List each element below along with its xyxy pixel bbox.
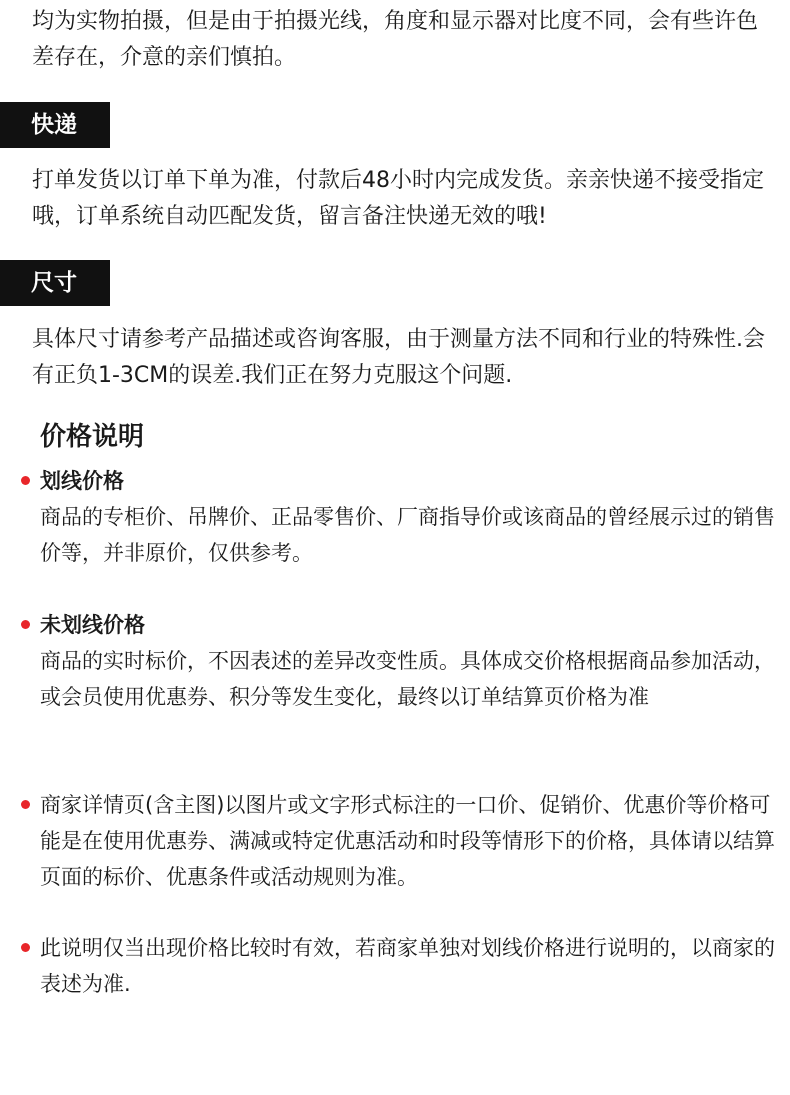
bullet-dot-icon — [21, 476, 30, 485]
price-item-strikethrough — [40, 463, 788, 571]
price-item-non-strikethrough — [40, 607, 788, 715]
price-item-body: 此说明仅当出现价格比较时有效，若商家单独对划线价格进行说明的，以商家的表述为准. — [40, 936, 775, 996]
bullet-dot-icon — [21, 620, 30, 629]
bullet-dot-icon — [21, 800, 30, 809]
size-label: 尺寸 — [0, 260, 110, 306]
price-item-title: 划线价格 — [40, 469, 124, 493]
price-item-body: 商品的专柜价、吊牌价、正品零售价、厂商指导价或该商品的曾经展示过的销售价等，并非原价，仅供参考。 — [40, 505, 775, 565]
shipping-label: 快递 — [0, 102, 110, 148]
intro-text: 均为实物拍摄，但是由于拍摄光线，角度和显示器对比度不同，会有些许色差存在，介意的亲们慎拍。 — [32, 9, 759, 70]
shipping-text: 打单发货以订单下单为准，付款后48小时内完成发货。亲亲快递不接受指定哦，订单系统自动匹配发货，留言备注快递无效的哦! — [32, 168, 764, 229]
price-item-body: 商品的实时标价，不因表述的差异改变性质。具体成交价格根据商品参加活动，或会员使用优惠券、积分等发生变化，最终以订单结算页价格为准 — [40, 649, 775, 709]
bullet-dot-icon — [21, 943, 30, 952]
size-text: 具体尺寸请参考产品描述或咨询客服，由于测量方法不同和行业的特殊性.会有正负1-3CM的误差.我们正在努力克服这个问题. — [32, 327, 765, 388]
price-item-title: 未划线价格 — [40, 613, 145, 637]
price-item-detail-page — [40, 787, 788, 895]
price-item-body: 商家详情页(含主图)以图片或文字形式标注的一口价、促销价、优惠价等价格可能是在使用优惠券、满减或特定优惠活动和时段等情形下的价格，具体请以结算页面的标价、优惠条件或活动规则为准。 — [40, 793, 775, 889]
price-section-title: 价格说明 — [40, 422, 145, 452]
price-item-note — [40, 930, 788, 1002]
